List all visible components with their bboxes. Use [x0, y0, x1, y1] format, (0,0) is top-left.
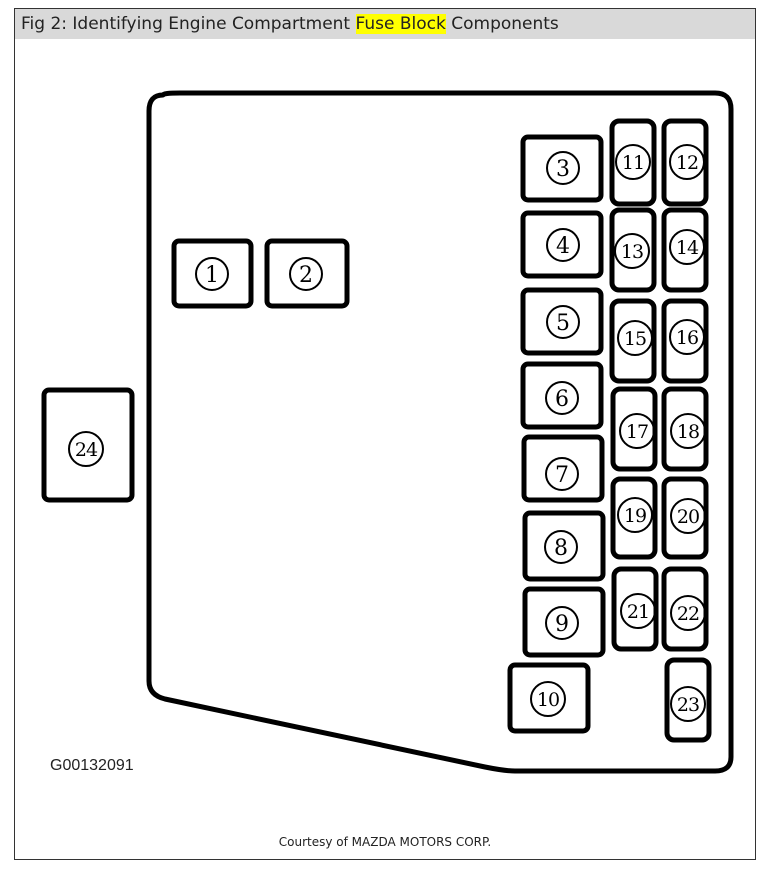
figure-code: G00132091	[50, 757, 134, 774]
component-20	[664, 479, 706, 557]
component-9	[525, 589, 603, 655]
component-9-label: 9	[555, 612, 569, 637]
title-highlight: Fuse Block	[355, 14, 446, 34]
component-2-label: 2	[299, 263, 313, 288]
component-4	[523, 213, 601, 276]
component-8-label: 8	[554, 536, 568, 561]
component-7	[524, 437, 602, 500]
component-3	[523, 137, 601, 200]
component-22-label: 22	[676, 603, 700, 625]
component-23-label: 23	[676, 694, 700, 716]
component-16-label: 16	[675, 327, 699, 349]
component-15-label: 15	[623, 328, 647, 350]
component-19-label: 19	[623, 505, 647, 527]
component-21	[614, 569, 656, 649]
component-16	[664, 301, 706, 381]
component-13	[612, 210, 654, 290]
component-23	[667, 660, 709, 740]
component-6	[523, 364, 601, 427]
component-10-label: 10	[536, 689, 560, 711]
figure-frame	[14, 8, 756, 860]
component-15	[612, 301, 654, 381]
title-text-before: Fig 2: Identifying Engine Compartment	[21, 14, 356, 34]
component-12	[664, 121, 706, 204]
component-24-label: 24	[74, 439, 98, 461]
component-8	[525, 513, 603, 579]
component-1-label: 1	[205, 263, 219, 288]
component-24	[44, 390, 132, 500]
component-13-label: 13	[620, 241, 644, 263]
title-text-after: Components	[445, 14, 559, 34]
component-19	[613, 479, 655, 557]
component-2	[267, 241, 347, 306]
component-5	[523, 290, 601, 353]
component-18	[664, 389, 706, 469]
component-3-label: 3	[556, 157, 570, 182]
component-4-label: 4	[556, 234, 570, 259]
component-14-label: 14	[675, 237, 699, 259]
figure-courtesy: Courtesy of MAZDA MOTORS CORP.	[278, 835, 492, 849]
component-22	[664, 569, 706, 649]
component-6-label: 6	[555, 387, 569, 412]
component-17-label: 17	[625, 421, 649, 443]
component-14	[664, 210, 706, 290]
component-11	[612, 121, 654, 204]
component-10	[510, 665, 588, 731]
component-12-label: 12	[675, 152, 699, 174]
component-21-label: 21	[626, 601, 650, 623]
component-17	[613, 389, 655, 469]
component-5-label: 5	[556, 311, 570, 336]
component-20-label: 20	[676, 506, 700, 528]
fuse-block-diagram	[15, 9, 757, 861]
component-1	[174, 241, 251, 306]
component-18-label: 18	[676, 421, 700, 443]
component-11-label: 11	[621, 152, 645, 174]
component-7-label: 7	[555, 463, 569, 488]
